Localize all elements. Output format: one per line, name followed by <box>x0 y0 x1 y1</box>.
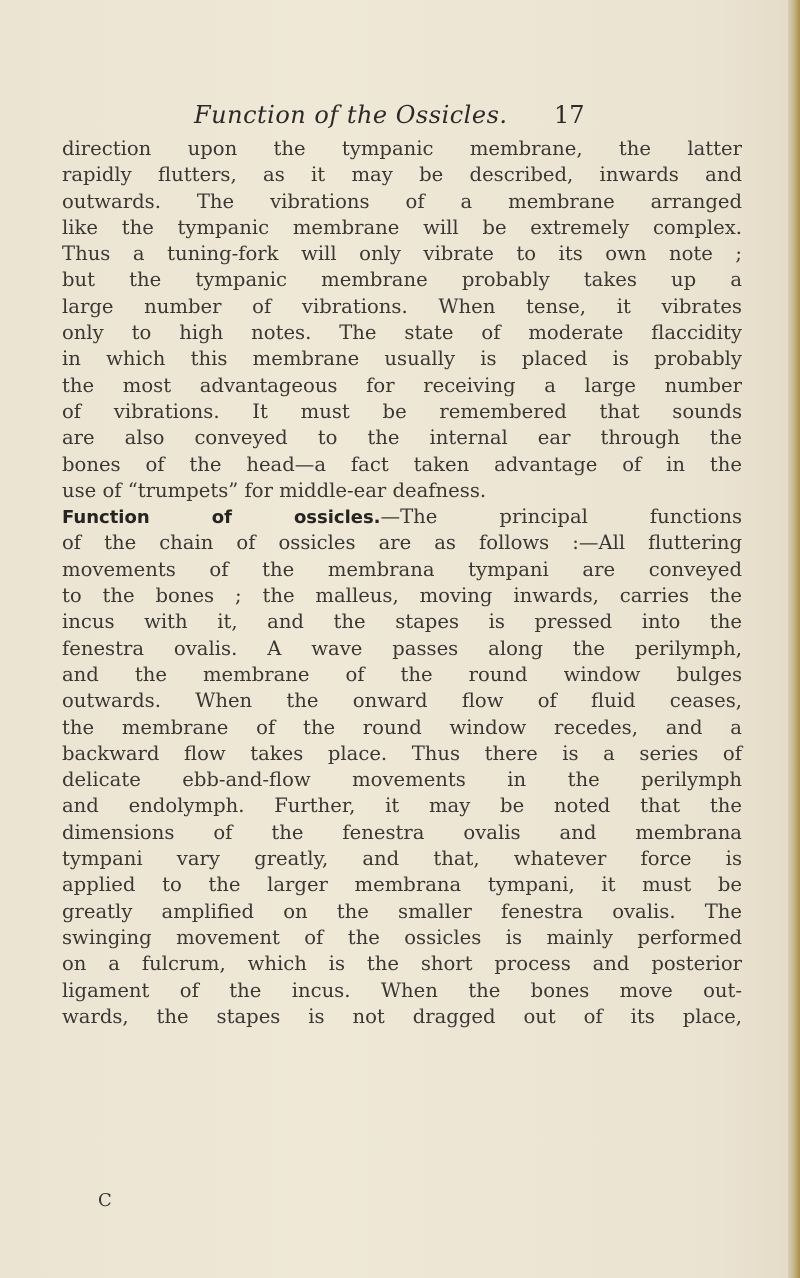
page-edge <box>788 0 800 1278</box>
text-line: and endolymph. Further, it may be noted that the <box>62 794 742 818</box>
text-line: tympani vary greatly, and that, whatever force is <box>62 847 742 871</box>
text-line: only to high notes. The state of moderate flaccidity <box>62 321 742 345</box>
signature-mark: C <box>98 1190 112 1211</box>
text-line: like the tympanic membrane will be extremely complex. <box>62 215 742 239</box>
text-line: in which this membrane usually is placed is probably <box>62 347 742 371</box>
text-line: delicate ebb-and-flow movements in the perilymph <box>62 768 742 792</box>
text-line: the membrane of the round window recedes, and a <box>62 715 742 739</box>
text-line: are also conveyed to the internal ear through the <box>62 426 742 450</box>
text-line: ligament of the incus. When the bones move out- <box>62 978 742 1002</box>
text-line: rapidly flutters, as it may be described, inwards and <box>62 163 742 187</box>
text-line: but the tympanic membrane probably takes up a <box>62 268 742 292</box>
text-line: use of “trumpets” for middle-ear deafness. <box>62 478 487 502</box>
text-line: to the bones ; the malleus, moving inwards, carries the <box>62 584 742 608</box>
text-line: incus with it, and the stapes is pressed into the <box>62 610 742 634</box>
text-line: dimensions of the fenestra ovalis and membrana <box>62 820 742 844</box>
text-line: of vibrations. It must be remembered that sounds <box>62 399 742 423</box>
running-header <box>194 101 614 131</box>
text-line: Thus a tuning-fork will only vibrate to its own note ; <box>62 242 742 266</box>
section-heading: Function of ossicles. <box>62 507 381 529</box>
section-first-line-text: —The principal functions <box>380 505 743 529</box>
text-line: outwards. The vibrations of a membrane arranged <box>62 189 742 213</box>
text-line: backward flow takes place. Thus there is a series of <box>62 741 742 765</box>
page-number: 17 <box>554 101 585 129</box>
text-line: outwards. When the onward flow of fluid ceases, <box>62 689 742 713</box>
text-line: direction upon the tympanic membrane, the latter <box>62 137 742 160</box>
text-line: on a fulcrum, which is the short process and posterior <box>62 952 742 976</box>
body-text <box>62 136 742 1030</box>
running-title: Function of the Ossicles. <box>194 101 508 129</box>
text-line: fenestra ovalis. A wave passes along the perilymph, <box>62 636 742 660</box>
text-line: of the chain of ossicles are as follows :—All fluttering <box>62 531 742 555</box>
text-line: swinging movement of the ossicles is mainly performed <box>62 925 742 949</box>
text-line: and the membrane of the round window bulges <box>62 662 742 686</box>
text-line: large number of vibrations. When tense, it vibrates <box>62 294 742 318</box>
section-first-line <box>62 504 742 530</box>
text-line: applied to the larger membrana tympani, it must be <box>62 873 742 897</box>
text-line: bones of the head—a fact taken advantage of in the <box>62 452 742 476</box>
text-line: greatly amplified on the smaller fenestra ovalis. The <box>62 899 742 923</box>
text-line: the most advantageous for receiving a large number <box>62 373 742 397</box>
text-line: movements of the membrana tympani are conveyed <box>62 557 742 581</box>
text-line: wards, the stapes is not dragged out of its place, <box>62 1004 742 1028</box>
